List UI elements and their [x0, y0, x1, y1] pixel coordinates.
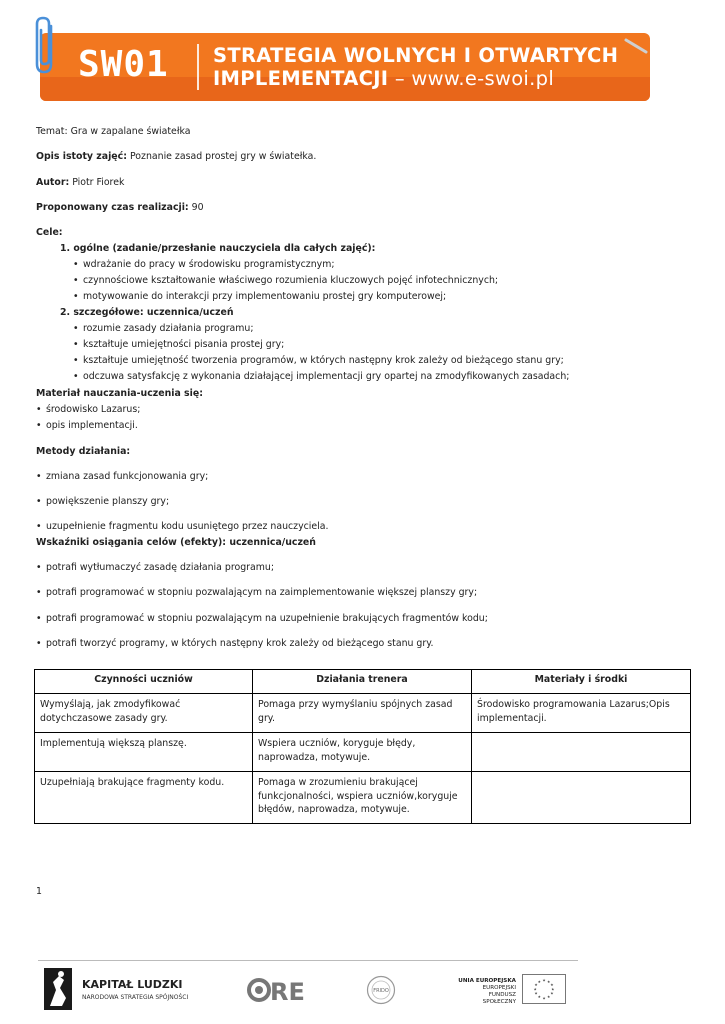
table-header-cell: Materiały i środki: [472, 670, 691, 694]
time-label: Proponowany czas realizacji:: [36, 202, 189, 213]
time-value: 90: [188, 202, 204, 213]
goal1-title-text: 1. ogólne (zadanie/przesłanie nauczyciela dla całych zajęć):: [60, 243, 376, 254]
eu-line2: EUROPEJSKI: [482, 985, 516, 991]
table-row: [35, 772, 691, 824]
list-item: • powiększenie planszy gry;: [36, 496, 169, 509]
table-cell: Wymyślają, jak zmodyfikować dotychczasowe zasady gry.: [35, 694, 253, 733]
eu-line1: UNIA EUROPEJSKA: [458, 978, 516, 984]
banner-url-link[interactable]: www.e-swoi.pl: [411, 67, 555, 90]
list-item: • motywowanie do interakcji przy implementowaniu prostej gry komputerowej;: [73, 291, 446, 304]
essence-label: Opis istoty zajęć:: [36, 151, 127, 162]
table-cell: Uzupełniają brakujące fragmenty kodu.: [35, 772, 253, 824]
svg-text:★: ★: [551, 987, 555, 992]
table-header-cell: Działania trenera: [253, 670, 472, 694]
author-label: Autor:: [36, 177, 70, 188]
list-item: • odczuwa satysfakcję z wykonania działającej implementacji gry opartej na zmodyfikowanych zasadach;: [73, 371, 569, 384]
kapital-ludzki-title: KAPITAŁ LUDZKI: [82, 978, 183, 991]
goals-label: Cele:: [36, 227, 63, 238]
materials-heading: [36, 388, 203, 401]
svg-text:★: ★: [534, 991, 538, 996]
list-item: • opis implementacji.: [36, 420, 138, 433]
table-header-cell: Czynności uczniów: [35, 670, 253, 694]
table-cell: Implementują większą planszę.: [35, 733, 253, 772]
methods-label: Metody działania:: [36, 446, 131, 457]
svg-text:★: ★: [534, 983, 538, 988]
page-number: 1: [36, 886, 42, 897]
table-cell: Pomaga w zrozumieniu brakującej funkcjonalności, wspiera uczniów,koryguje błędów, naprowadza, motywuje.: [253, 772, 472, 824]
table-cell: Wspiera uczniów, koryguje błędy, naprowadza, motywuje.: [253, 733, 472, 772]
eu-text: [454, 978, 516, 1006]
list-item: • wdrażanie do pracy w środowisku programistycznym;: [73, 259, 335, 272]
table-row: [35, 694, 691, 733]
sw01-logo: SW01: [78, 44, 169, 85]
indicators-heading: [36, 537, 316, 550]
banner-title-line2: [213, 67, 618, 90]
goal2-title-text: 2. szczegółowe: uczennica/uczeń: [60, 307, 234, 318]
list-item: • potrafi tworzyć programy, w których następny krok zależy od bieżącego stanu gry.: [36, 638, 433, 651]
goals-heading: [36, 227, 63, 240]
logo-separator: [197, 44, 199, 90]
kapital-ludzki-logo-icon: [44, 968, 72, 1010]
goal1-title: [60, 243, 375, 256]
methods-heading: [36, 446, 130, 459]
list-item: • potrafi programować w stopniu pozwalającym na uzupełnienie brakujących fragmentów kodu;: [36, 613, 488, 626]
eu-flag-icon: [522, 974, 566, 1004]
table-cell: Środowisko programowania Lazarus;Opis implementacji.: [472, 694, 691, 733]
list-item: • kształtuje umiejętność tworzenia programów, w których następny krok zależy od bieżącego stanu gry;: [73, 355, 564, 368]
banner-dash: –: [388, 67, 412, 90]
banner-title-impl: IMPLEMENTACJI: [213, 67, 389, 90]
list-item: • kształtuje umiejętności pisania prostej gry;: [73, 339, 284, 352]
pen-icon: [622, 36, 650, 56]
seal-text: FRIDO: [373, 988, 389, 994]
kapital-ludzki-subtitle: NARODOWA STRATEGIA SPÓJNOŚCI: [82, 994, 189, 1001]
svg-text:★: ★: [546, 994, 551, 999]
author-line: [36, 177, 124, 190]
table-cell: Pomaga przy wymyślaniu spójnych zasad gry.: [253, 694, 472, 733]
list-item: • środowisko Lazarus;: [36, 404, 140, 417]
ore-logo: [246, 977, 312, 1003]
list-item: • uzupełnienie fragmentu kodu usuniętego przez nauczyciela.: [36, 521, 329, 534]
svg-text:★: ★: [542, 978, 546, 983]
eu-line3: FUNDUSZ SPOŁECZNY: [482, 992, 516, 1005]
seal-logo: [366, 975, 396, 1005]
table-cell: [472, 733, 691, 772]
svg-text:★: ★: [537, 994, 542, 999]
list-item: • rozumie zasady działania programu;: [73, 323, 254, 336]
table-row: [35, 733, 691, 772]
list-item: • potrafi programować w stopniu pozwalającym na zaimplementowanie większej planszy gry;: [36, 587, 477, 600]
svg-text:★: ★: [537, 979, 542, 984]
author-value: Piotr Fiorek: [69, 177, 125, 188]
activities-table: [34, 669, 691, 824]
svg-text:RE: RE: [270, 978, 305, 1003]
list-item: • zmiana zasad funkcjonowania gry;: [36, 471, 208, 484]
indicators-label: Wskaźniki osiągania celów (efekty): uczennica/uczeń: [36, 537, 316, 548]
list-item: • potrafi wytłumaczyć zasadę działania programu;: [36, 562, 274, 575]
svg-text:★: ★: [550, 983, 554, 988]
footer-divider: [38, 960, 578, 961]
goal2-title: [60, 307, 234, 320]
essence-line: [36, 151, 316, 164]
time-line: [36, 202, 204, 215]
topic-line: Temat: Gra w zapalane światełka: [36, 126, 191, 137]
banner-title-line1: STRATEGIA WOLNYCH I OTWARTYCH: [213, 44, 619, 67]
paperclip-icon: [33, 16, 59, 76]
svg-text:★: ★: [542, 996, 546, 1001]
svg-text:★: ★: [550, 991, 554, 996]
list-item: • czynnościowe kształtowanie właściwego rozumienia kluczowych pojęć infotechnicznych;: [73, 275, 498, 288]
table-header-row: [35, 670, 691, 694]
svg-text:★: ★: [546, 979, 551, 984]
table-cell: [472, 772, 691, 824]
svg-text:★: ★: [533, 987, 537, 992]
essence-value: Poznanie zasad prostej gry w światełka.: [126, 151, 317, 162]
banner-title: [213, 44, 618, 90]
materials-label: Materiał nauczania-uczenia się:: [36, 388, 203, 399]
